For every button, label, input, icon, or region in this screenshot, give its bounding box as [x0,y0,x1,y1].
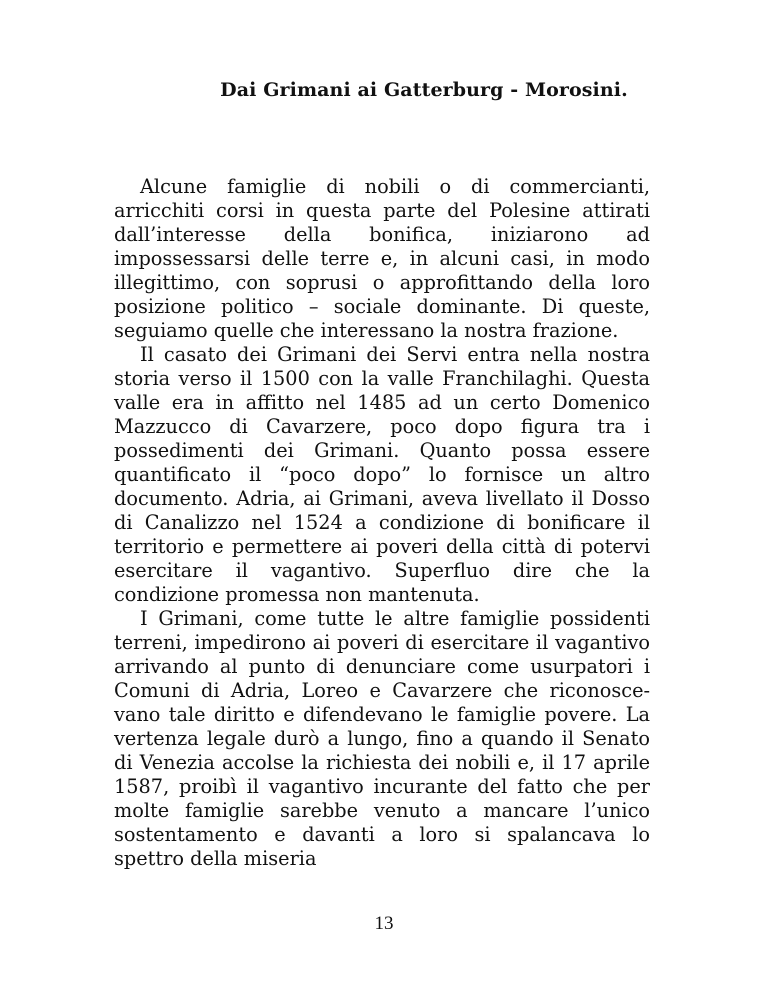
page-number: 13 [374,913,394,934]
paragraph-2: Il casato dei Grimani dei Servi entra nella nostra storia verso il 1500 con la valle Franchilaghi. Questa valle era in affitto nel 1485 ad un certo Domenico Mazzucco di Cavarzere, poco dopo figura tra i possedimenti dei Grimani. Quanto possa essere quantificato il “poco dopo” lo fornisce un altro documento. Adria, ai Grimani, aveva livellato il Dosso di Canalizzo nel 1524 a condizione di bonificare il territorio e permettere ai poveri della città di potervi esercitare il vagantivo. Superfluo dire che la condizione promessa non mantenuta. [114,343,650,606]
paragraph-1: Alcune famiglie di nobili o di commercianti, arricchiti corsi in questa parte del Polesine attirati dall’interesse della bonifica, iniziarono ad impossessarsi delle terre e, in alcuni casi, in modo illegittimo, con soprusi o approfittando della loro posizione politico – sociale dominante. Di queste, seguiamo quelle che interessano la nostra frazione. [114,175,650,342]
paragraph-3: I Grimani, come tutte le altre famiglie possidenti terreni, impedirono ai poveri di esercitare il vagantivo arrivando al punto di denunciare come usurpatori i Comuni di Adria, Loreo e Cavarzere che riconosce-vano tale diritto e difendevano le famiglie povere. La vertenza legale durò a lungo, fino a quando il Senato di Venezia accolse la richiesta dei nobili e, il 17 aprile 1587, proibì il vagantivo incurante del fatto che per molte famiglie sarebbe venuto a mancare l’unico sostentamento e davanti a loro si spalancava lo spettro della miseria [114,607,650,870]
chapter-title: Dai Grimani ai Gatterburg - Morosini. [220,79,628,101]
body-text [114,175,650,871]
